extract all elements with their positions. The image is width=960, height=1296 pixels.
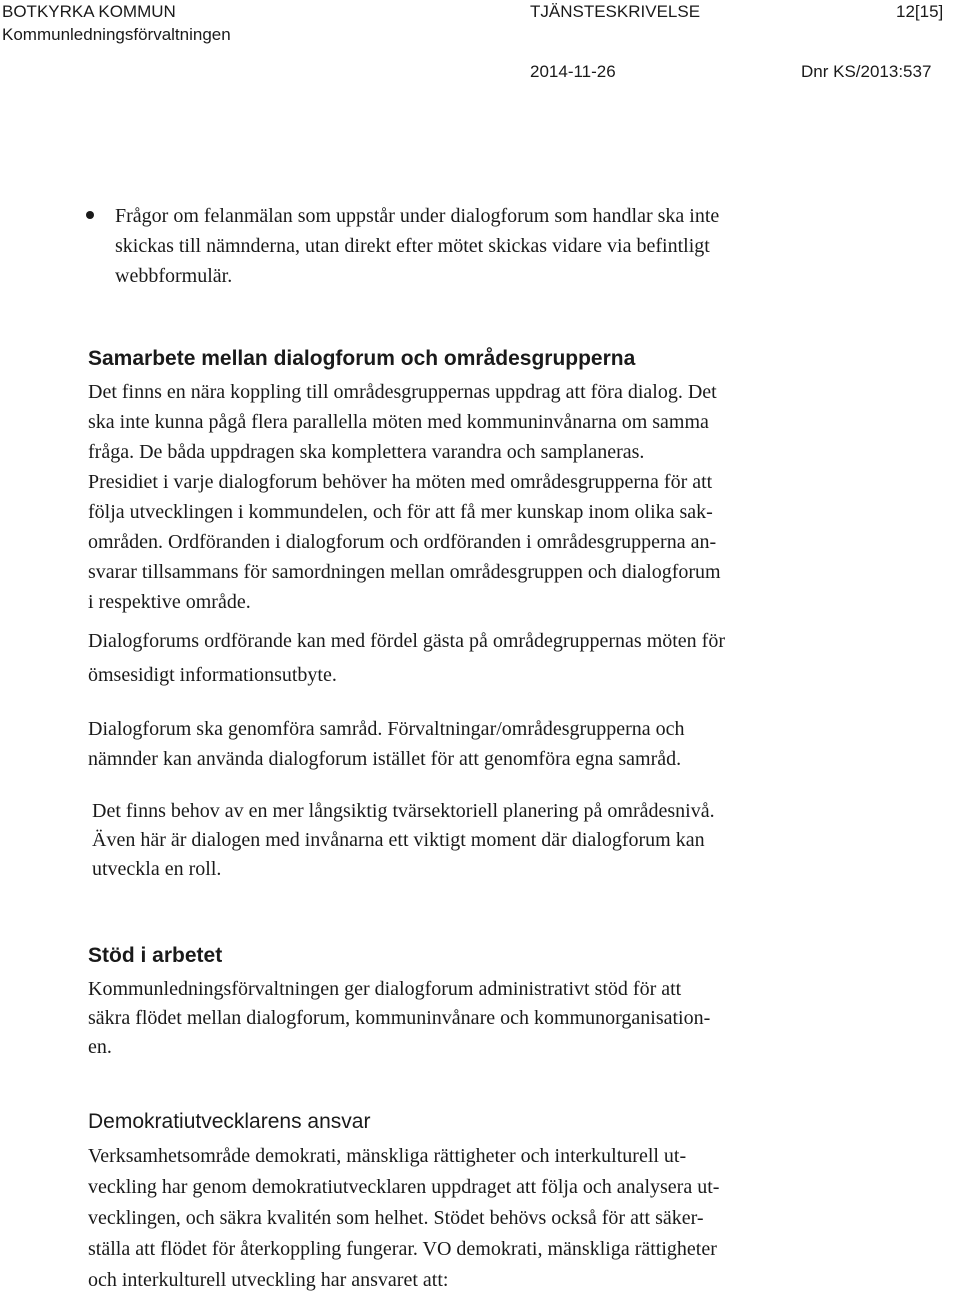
text-line: områden. Ordföranden i dialogforum och ordföranden i områdesgrupperna an- bbox=[88, 531, 717, 553]
text-line: Kommunledningsförvaltningen ger dialogforum administrativt stöd för att bbox=[88, 978, 682, 1000]
bullet-dot bbox=[86, 211, 94, 219]
document-date: 2014-11-26 bbox=[530, 62, 616, 81]
text-line: Det finns en nära koppling till områdesgruppernas uppdrag att föra dialog. Det bbox=[88, 381, 717, 403]
paragraph-samarbete-4 bbox=[92, 797, 715, 884]
text-line: en. bbox=[88, 1036, 112, 1058]
text-line: vecklingen, och säkra kvalitén som helhet. Stödet behövs också för att säker- bbox=[88, 1207, 704, 1229]
bullet-item-text bbox=[115, 201, 719, 291]
paragraph-samarbete-3 bbox=[88, 714, 684, 774]
section-heading-stod: Stöd i arbetet bbox=[88, 944, 223, 967]
text-line: veckling har genom demokratiutvecklaren uppdraget att följa och analysera ut- bbox=[88, 1176, 720, 1198]
text-line: följa utvecklingen i kommundelen, och för att få mer kunskap inom olika sak- bbox=[88, 501, 713, 523]
text-line: Presidiet i varje dialogforum behöver ha möten med områdesgrupperna för att bbox=[88, 471, 713, 493]
org-name: BOTKYRKA KOMMUN bbox=[2, 2, 176, 21]
text-line: svarar tillsammans för samordningen mellan områdesgruppen och dialogforum bbox=[88, 561, 721, 583]
text-line: ska inte kunna pågå flera parallella möten med kommuninvånarna om samma bbox=[88, 411, 709, 433]
text-line: fråga. De båda uppdragen ska komplettera varandra och samplaneras. bbox=[88, 441, 645, 463]
text-line: Verksamhetsområde demokrati, mänskliga rättigheter och interkulturell ut- bbox=[88, 1145, 687, 1167]
text-line: Det finns behov av en mer långsiktig tvärsektoriell planering på områdesnivå. bbox=[92, 800, 715, 822]
text-line: Dialogforum ska genomföra samråd. Förvaltningar/områdesgrupperna och bbox=[88, 718, 685, 740]
text-line: ömsesidigt informationsutbyte. bbox=[88, 664, 337, 686]
paragraph-samarbete-2 bbox=[88, 624, 725, 692]
text-line: Frågor om felanmälan som uppstår under dialogforum som handlar ska inte bbox=[115, 205, 720, 227]
text-line: säkra flödet mellan dialogforum, kommuninvånare och kommunorganisation- bbox=[88, 1007, 711, 1029]
text-line: utveckla en roll. bbox=[92, 858, 222, 880]
document-dnr: Dnr KS/2013:537 bbox=[801, 62, 932, 81]
section-heading-demokratiutvecklare: Demokratiutvecklarens ansvar bbox=[88, 1110, 371, 1133]
section-heading-samarbete: Samarbete mellan dialogforum och områdesgrupperna bbox=[88, 347, 636, 370]
department-name: Kommunledningsförvaltningen bbox=[2, 25, 231, 44]
document-type: TJÄNSTESKRIVELSE bbox=[530, 2, 701, 21]
text-line: nämnder kan använda dialogforum istället för att genomföra egna samråd. bbox=[88, 748, 682, 770]
text-line: Även här är dialogen med invånarna ett viktigt moment där dialogforum kan bbox=[92, 829, 705, 851]
paragraph-samarbete-1 bbox=[88, 377, 721, 617]
text-line: webbformulär. bbox=[115, 265, 233, 287]
text-line: i respektive område. bbox=[88, 591, 251, 613]
text-line: Dialogforums ordförande kan med fördel gästa på områdegruppernas möten för bbox=[88, 630, 726, 652]
text-line: skickas till nämnderna, utan direkt efter mötet skickas vidare via befintligt bbox=[115, 235, 710, 257]
page-number: 12[15] bbox=[896, 2, 944, 21]
paragraph-stod bbox=[88, 975, 710, 1062]
paragraph-demokratiutvecklare bbox=[88, 1141, 719, 1296]
text-line: och interkulturell utveckling har ansvaret att: bbox=[88, 1269, 449, 1291]
text-line: ställa att flödet för återkoppling fungerar. VO demokrati, mänskliga rättigheter bbox=[88, 1238, 717, 1260]
